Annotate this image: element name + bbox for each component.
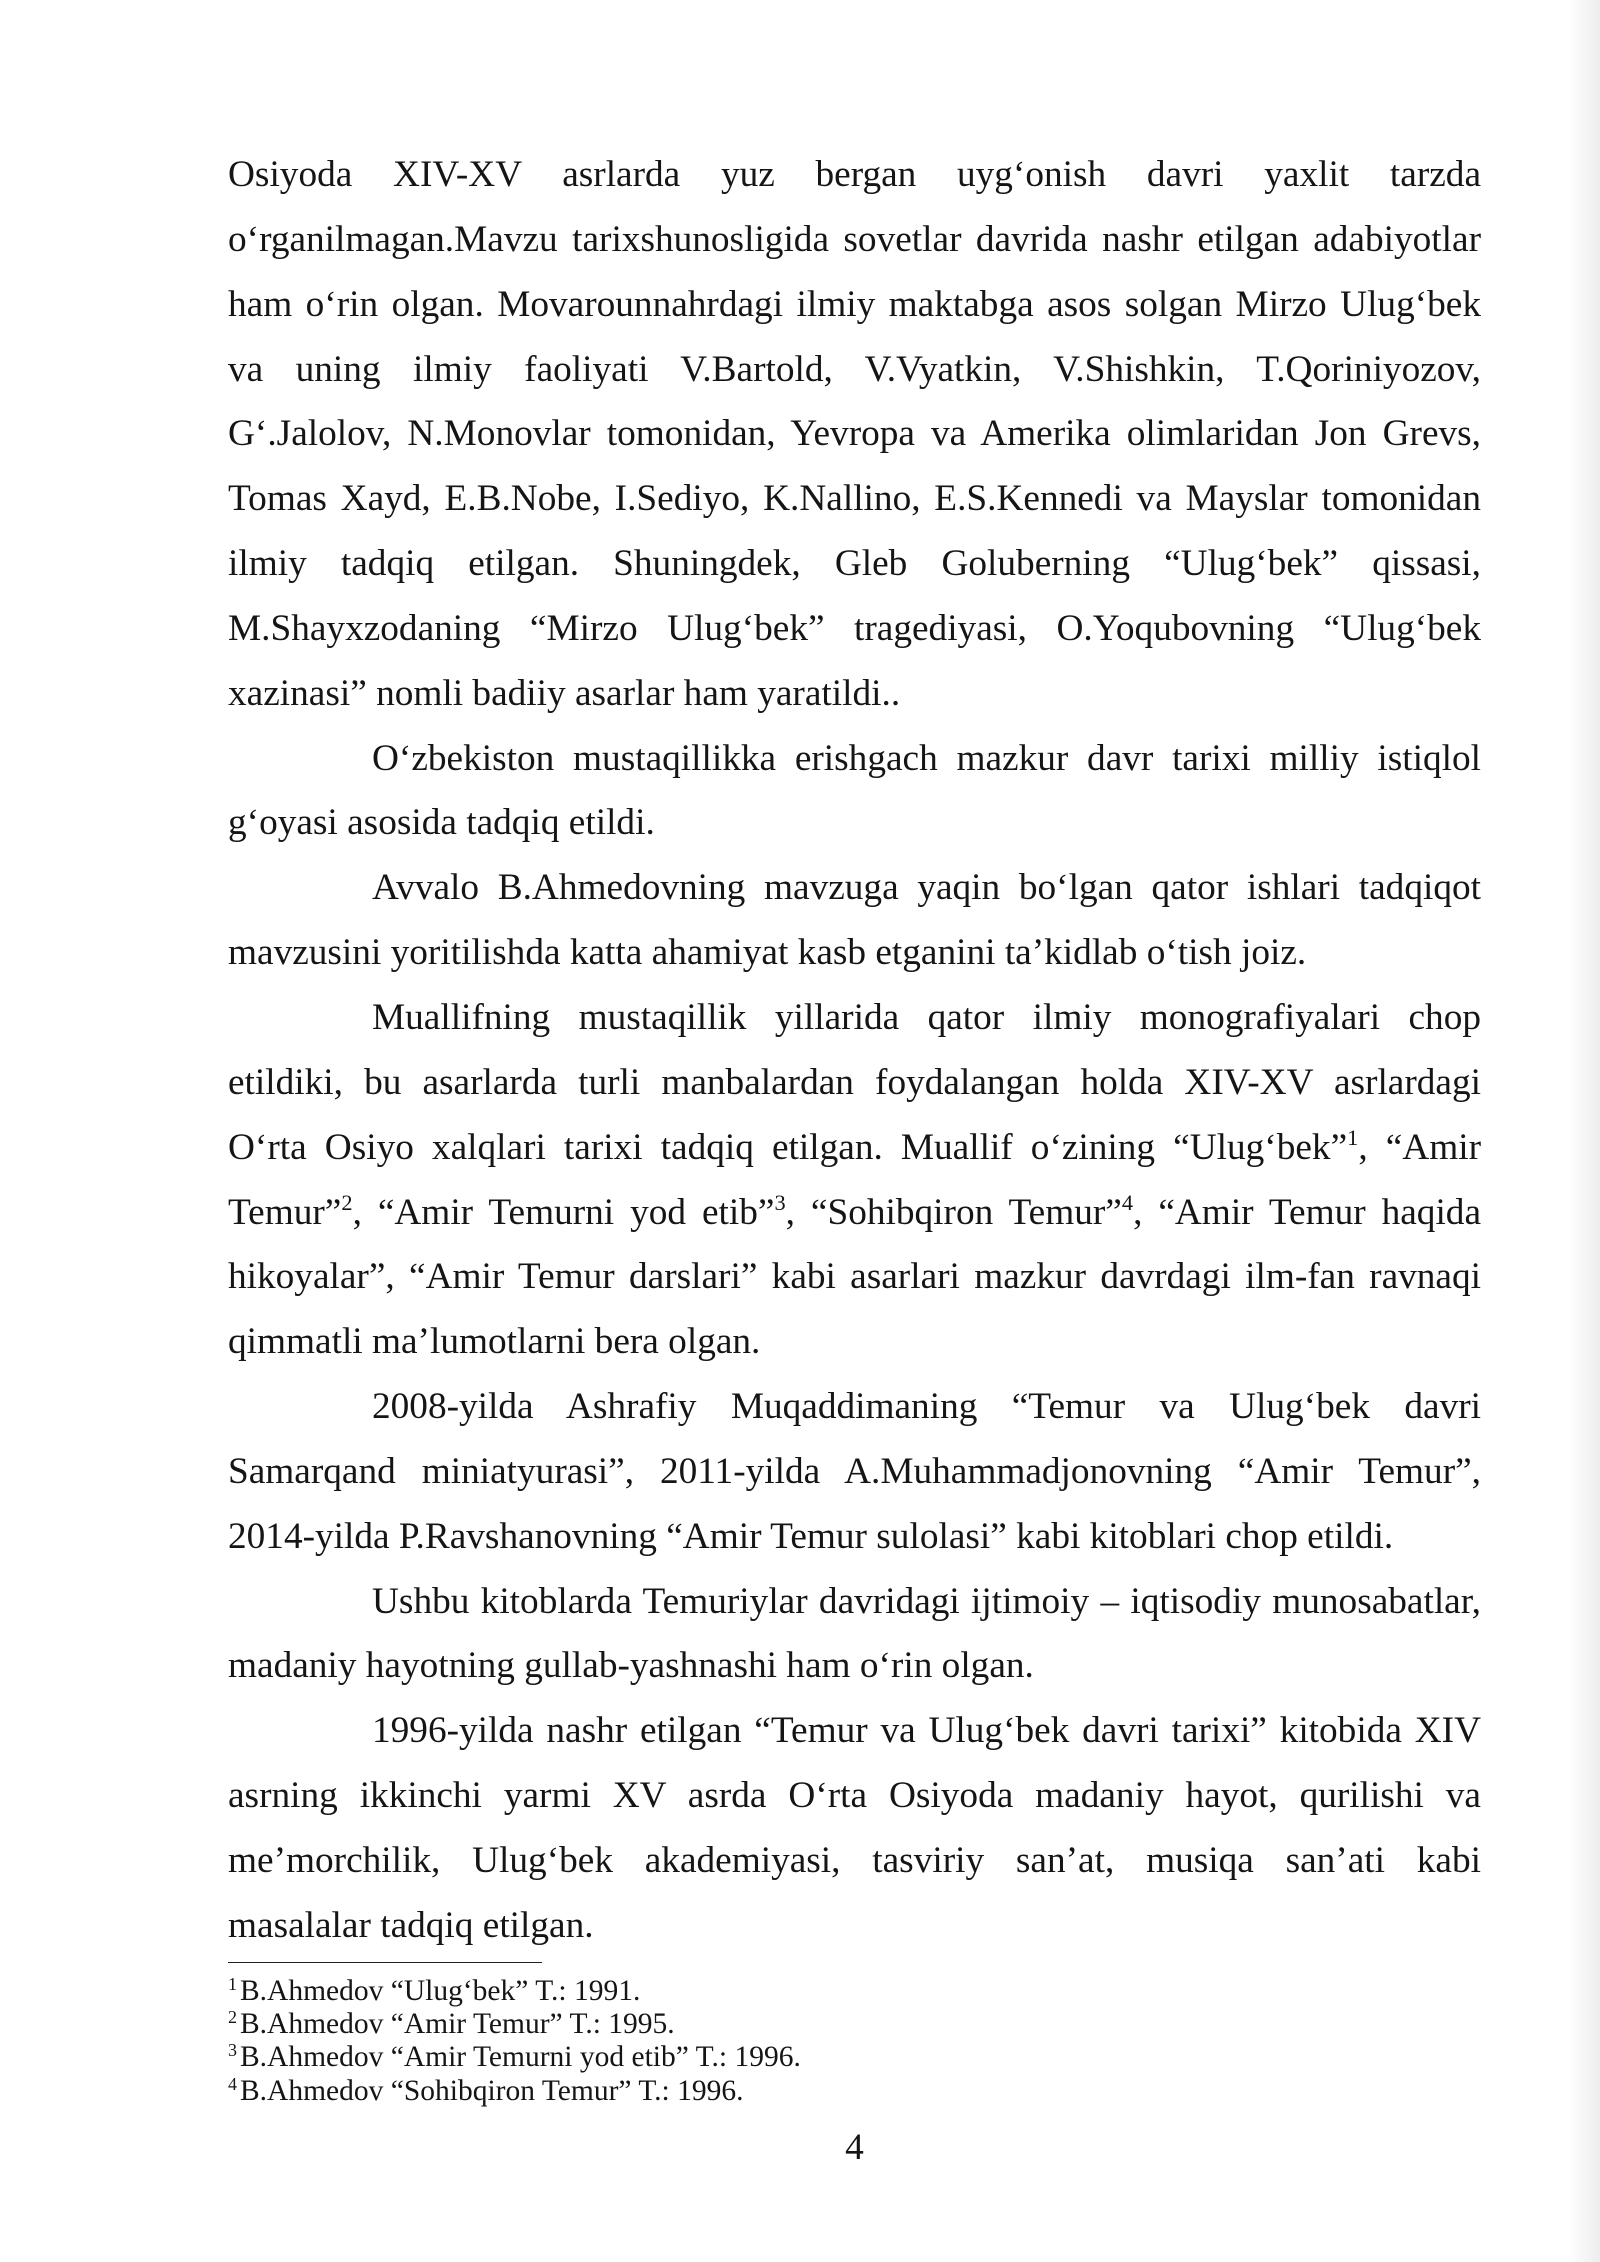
text-line: asrning ikkinchi yarmi XV asrda O‘rta Osiyoda madaniy hayot, qurilishi va bbox=[228, 1775, 1481, 1817]
text-line: mavzusini yoritilishda katta ahamiyat kasb etganini ta’kidlab o‘tish joiz. bbox=[228, 932, 1307, 974]
text-line: ham o‘rin olgan. Movarounnahrdagi ilmiy maktabga asos solgan Mirzo Ulug‘bek bbox=[228, 283, 1481, 325]
text-line: xazinasi” nomli badiiy asarlar ham yaratildi.. bbox=[228, 672, 901, 714]
text-line: M.Shayxzodaning “Mirzo Ulug‘bek” tragediyasi, O.Yoqubovning “Ulug‘bek bbox=[228, 607, 1481, 649]
footnote bbox=[228, 2041, 1481, 2074]
text-line: 2014-yilda P.Ravshanovning “Amir Temur sulolasi” kabi kitoblari chop etildi. bbox=[228, 1515, 1394, 1557]
page-number: 4 bbox=[845, 2127, 864, 2168]
footnote-number: 4 bbox=[228, 2073, 237, 2094]
text-line: o‘rganilmagan.Mavzu tarixshunosligida sovetlar davrida nashr etilgan adabiyotlar bbox=[228, 218, 1481, 260]
text-line: etildiki, bu asarlarda turli manbalardan foydalangan holda XIV-XV asrlardagi bbox=[228, 1061, 1481, 1103]
text-line: O‘zbekiston mustaqillikka erishgach mazkur davr tarixi milliy istiqlol bbox=[372, 737, 1481, 779]
footnotes bbox=[228, 1975, 1481, 2108]
footnote-reference: 3 bbox=[774, 1189, 786, 1215]
footnote-number: 3 bbox=[228, 2040, 237, 2061]
footnote-reference: 4 bbox=[1121, 1189, 1134, 1215]
footnote-text: B.Ahmedov “Ulug‘bek” T.: 1991. bbox=[240, 1975, 641, 2007]
footnote-text: B.Ahmedov “Sohibqiron Temur” T.: 1996. bbox=[240, 2074, 744, 2107]
text-line: Ushbu kitoblarda Temuriylar davridagi ijtimoiy – iqtisodiy munosabatlar, bbox=[372, 1580, 1481, 1622]
text-segment: O‘rta Osiyo xalqlari tarixi tadqiq etilgan. Muallif o‘zining “Ulug‘bek” bbox=[228, 1126, 1348, 1168]
text-line: hikoyalar”, “Amir Temur darslari” kabi asarlari mazkur davrdagi ilm-fan ravnaqi bbox=[228, 1256, 1481, 1298]
footnote-text: B.Ahmedov “Amir Temurni yod etib” T.: 1996. bbox=[240, 2041, 801, 2074]
paragraph bbox=[228, 727, 1481, 857]
paragraph bbox=[228, 1375, 1481, 1570]
text-line: va uning ilmiy faoliyati V.Bartold, V.Vyatkin, V.Shishkin, T.Qoriniyozov, bbox=[228, 348, 1481, 390]
text-line: Muallifning mustaqillik yillarida qator ilmiy monografiyalari chop bbox=[372, 996, 1481, 1038]
text-line: masalalar tadqiq etilgan. bbox=[228, 1904, 594, 1946]
paragraph bbox=[228, 856, 1481, 986]
footnote-number: 2 bbox=[228, 2007, 237, 2028]
text-line bbox=[228, 1116, 1481, 1181]
document-body bbox=[228, 143, 1481, 1959]
text-line: madaniy hayotning gullab-yashnashi ham o‘rin olgan. bbox=[228, 1645, 1034, 1687]
footnote bbox=[228, 2008, 1481, 2041]
text-segment: Temur” bbox=[228, 1191, 342, 1233]
text-line: qimmatli ma’lumotlarni bera olgan. bbox=[228, 1321, 761, 1363]
paragraph bbox=[228, 1699, 1481, 1958]
footnote-number: 1 bbox=[228, 1974, 237, 1995]
text-line bbox=[228, 1181, 1481, 1246]
footnote-text: B.Ahmedov “Amir Temur” T.: 1995. bbox=[240, 2008, 675, 2041]
text-segment: , “Sohibqiron Temur” bbox=[785, 1191, 1122, 1233]
footnote-separator bbox=[228, 1962, 542, 1963]
text-line: ilmiy tadqiq etilgan. Shuningdek, Gleb Goluberning “Ulug‘bek” qissasi, bbox=[228, 543, 1481, 585]
scan-edge-shade bbox=[1568, 0, 1600, 2262]
text-line: me’morchilik, Ulug‘bek akademiyasi, tasviriy san’at, musiqa san’ati kabi bbox=[228, 1839, 1481, 1881]
text-line: g‘oyasi asosida tadqiq etildi. bbox=[228, 802, 655, 844]
text-segment: , “Amir bbox=[1358, 1126, 1481, 1168]
paragraph bbox=[228, 986, 1481, 1375]
text-line: Osiyoda XIV-XV asrlarda yuz bergan uyg‘onish davri yaxlit tarzda bbox=[228, 154, 1481, 195]
paragraph bbox=[228, 1570, 1481, 1700]
text-line: Avvalo B.Ahmedovning mavzuga yaqin bo‘lgan qator ishlari tadqiqot bbox=[372, 867, 1481, 909]
text-line: G‘.Jalolov, N.Monovlar tomonidan, Yevropa va Amerika olimlaridan Jon Grevs, bbox=[228, 413, 1481, 455]
text-line: 2008-yilda Ashrafiy Muqaddimaning “Temur va Ulug‘bek davri bbox=[372, 1386, 1481, 1428]
footnote-reference: 2 bbox=[341, 1189, 353, 1215]
footnote bbox=[228, 1975, 1481, 2008]
text-line: 1996-yilda nashr etilgan “Temur va Ulug‘bek davri tarixi” kitobida XIV bbox=[372, 1710, 1481, 1752]
text-line: Tomas Xayd, E.B.Nobe, I.Sediyo, K.Nallino, E.S.Kennedi va Mayslar tomonidan bbox=[228, 478, 1481, 520]
footnote-reference: 1 bbox=[1347, 1124, 1359, 1150]
text-segment: , “Amir Temur haqida bbox=[1133, 1191, 1482, 1233]
footnote bbox=[228, 2075, 1481, 2108]
text-segment: , “Amir Temurni yod etib” bbox=[352, 1191, 775, 1233]
paragraph bbox=[228, 143, 1481, 727]
text-line: Samarqand miniatyurasi”, 2011-yilda A.Muhammadjonovning “Amir Temur”, bbox=[228, 1450, 1481, 1492]
